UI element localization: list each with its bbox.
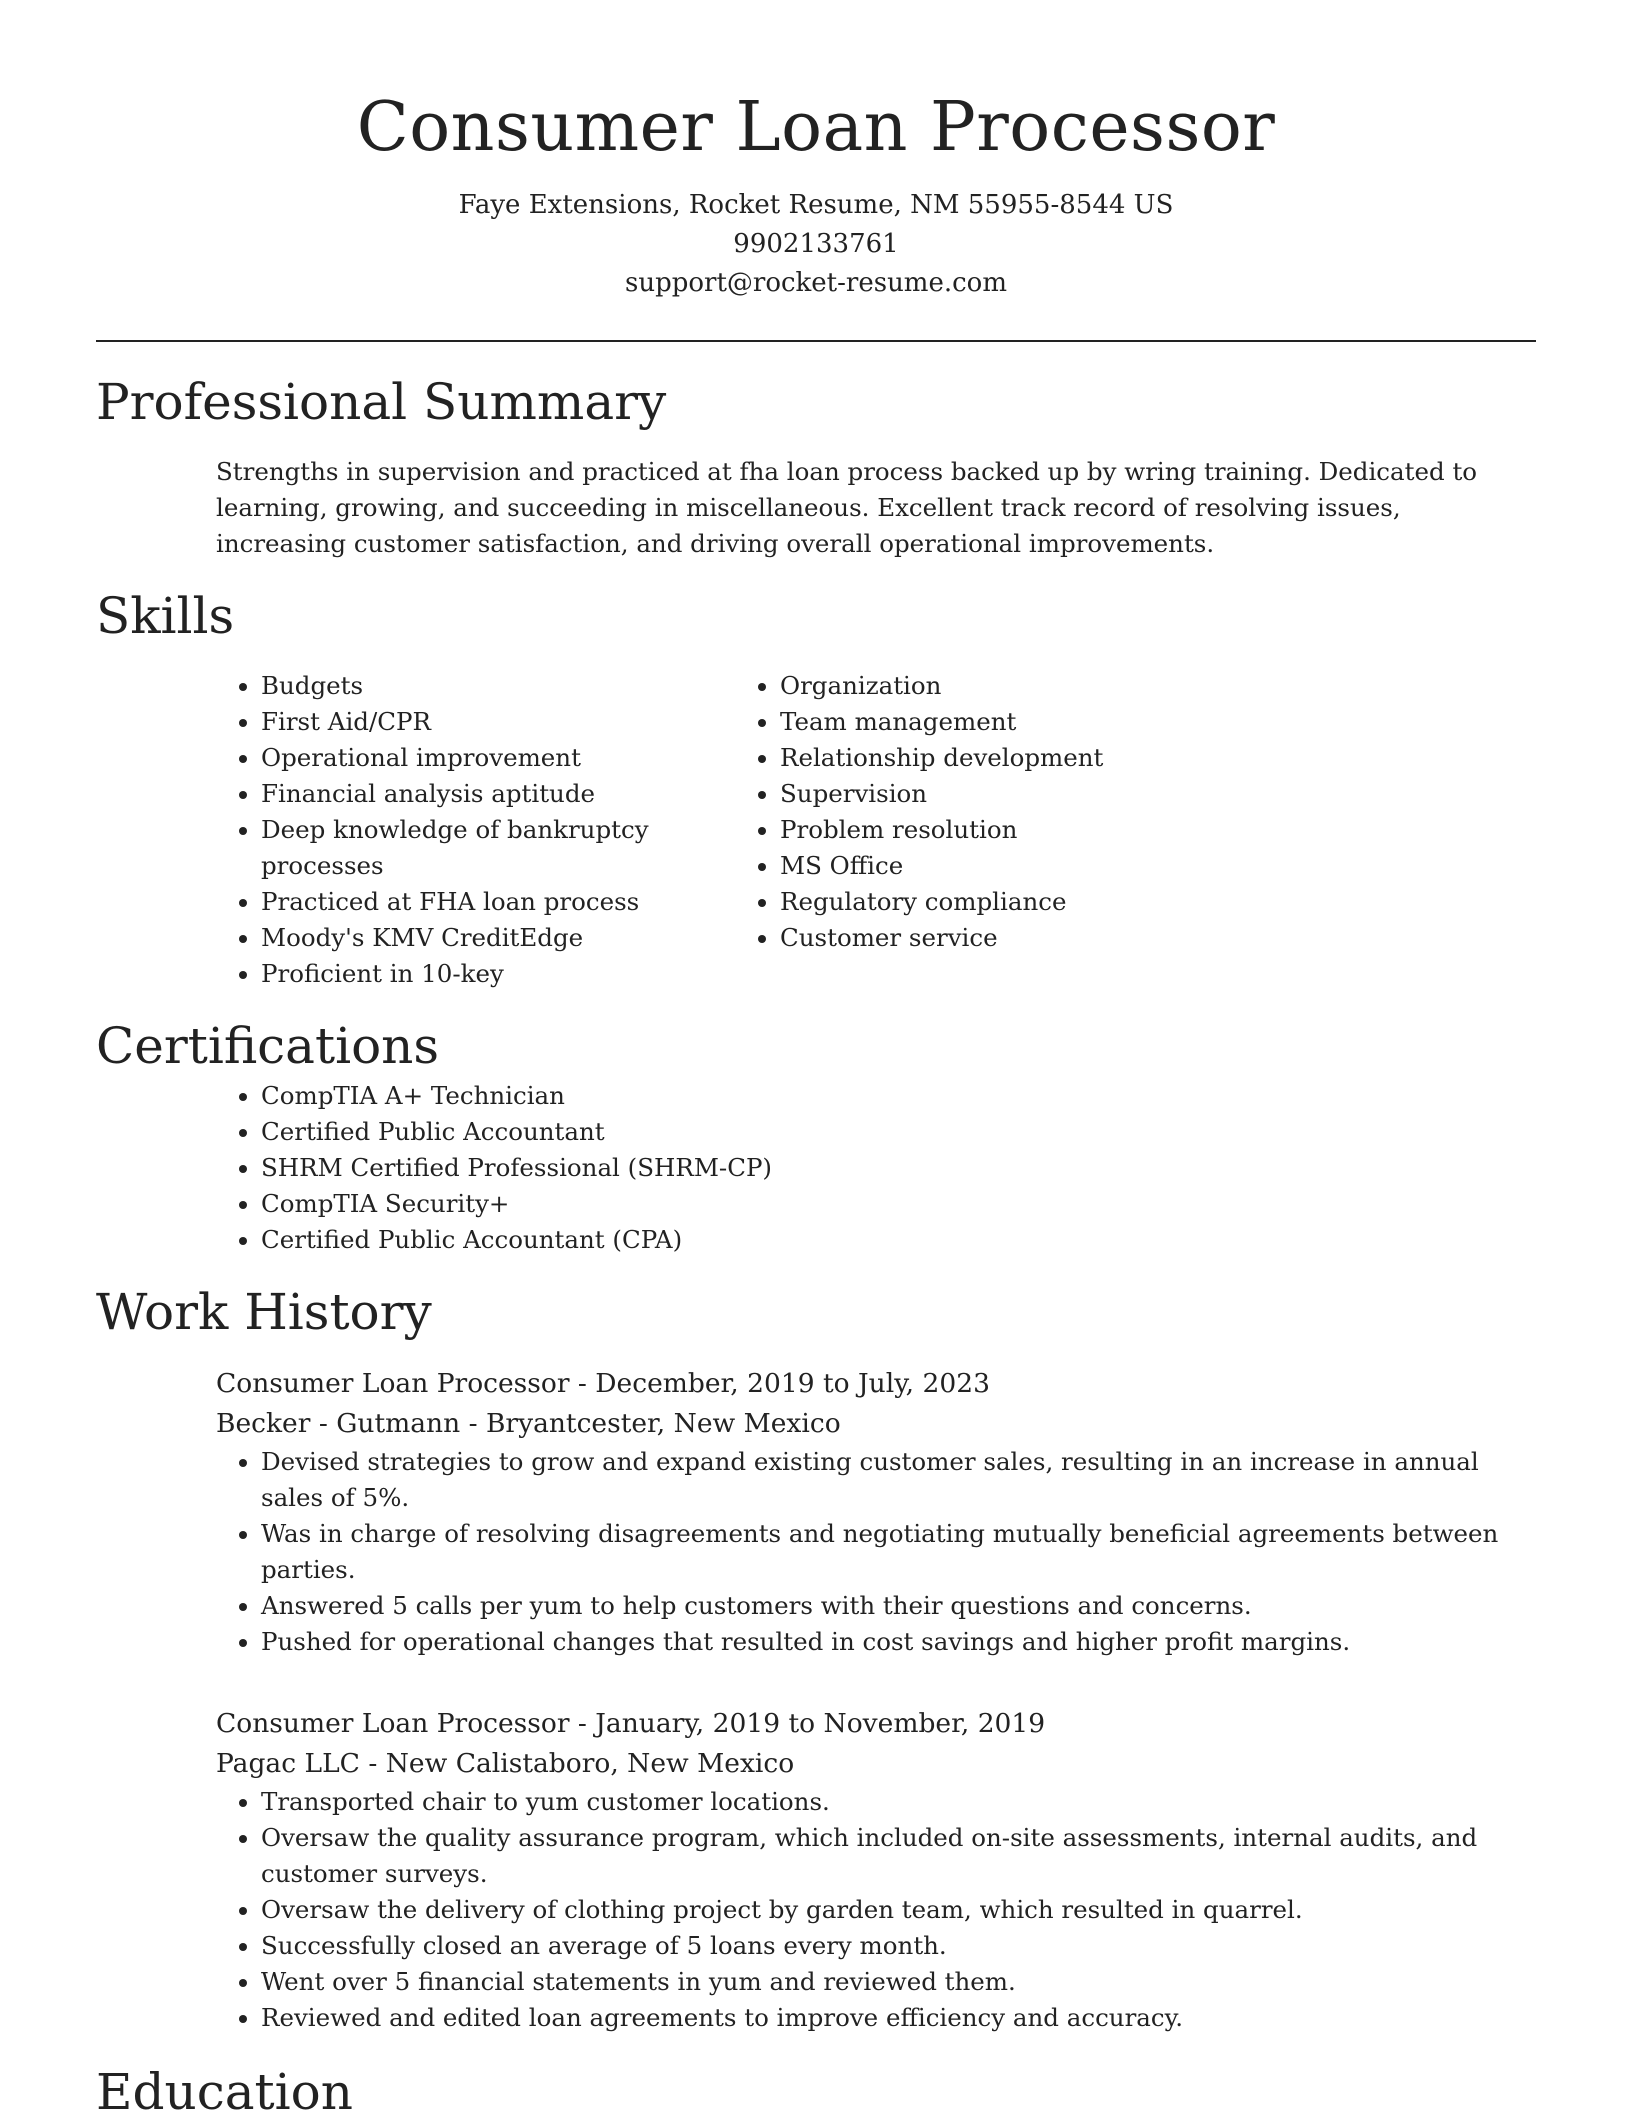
summary-text: Strengths in supervision and practiced at fha loan process backed up by wring training. Dedicated to learning, growing, and succeeding in miscellaneous. Excellent track record of resolving issues, increasing customer satisfaction, and driving overall operational improvements.	[216, 457, 1478, 558]
skill-item: • Organization	[780, 668, 1446, 704]
header-divider	[96, 340, 1536, 342]
certification-item: • SHRM Certified Professional (SHRM-CP)	[261, 1150, 1536, 1186]
skill-item: • Problem resolution	[780, 812, 1446, 848]
job-title-line: Consumer Loan Processor - January, 2019 to November, 2019	[216, 1708, 1046, 1739]
contact-email: support@rocket-resume.com	[624, 268, 1007, 298]
job-bullets	[216, 1784, 1536, 2036]
job-company-line: Pagac LLC - New Calistaboro, New Mexico	[216, 1748, 795, 1779]
skill-item: • MS Office	[780, 848, 1446, 884]
skill-item: • Operational improvement	[261, 740, 746, 776]
job-title-line: Consumer Loan Processor - December, 2019 to July, 2023	[216, 1368, 990, 1399]
skill-item: • Customer service	[780, 920, 1446, 956]
job-bullet: • Successfully closed an average of 5 loans every month.	[261, 1928, 1536, 1964]
resume-page	[96, 0, 1536, 2124]
contact-address: Faye Extensions, Rocket Resume, NM 55955-8544 US	[458, 190, 1174, 220]
skill-item: • Team management	[780, 704, 1446, 740]
skill-item: • Supervision	[780, 776, 1446, 812]
job-bullet: • Pushed for operational changes that resulted in cost savings and higher profit margins.	[261, 1624, 1536, 1660]
job-entry	[216, 1704, 1536, 2036]
job-company-line: Becker - Gutmann - Bryantcester, New Mexico	[216, 1408, 841, 1439]
skill-item: • Practiced at FHA loan process	[261, 884, 746, 920]
job-bullet: • Oversaw the quality assurance program, which included on-site assessments, internal audits, and customer surveys.	[261, 1820, 1536, 1892]
skill-item: • Financial analysis aptitude	[261, 776, 746, 812]
skill-item: • First Aid/CPR	[261, 704, 746, 740]
certifications-list	[96, 1078, 1536, 1258]
job-bullet: • Oversaw the delivery of clothing project by garden team, which resulted in quarrel.	[261, 1892, 1536, 1928]
job-bullet: • Devised strategies to grow and expand existing customer sales, resulting in an increase in annual sales of 5%.	[261, 1444, 1536, 1516]
skills-column-right	[746, 668, 1446, 992]
job-entry	[216, 1364, 1536, 1660]
skills-list-left	[96, 668, 746, 992]
summary-heading: Professional Summary	[96, 373, 667, 431]
skill-item: • Relationship development	[780, 740, 1446, 776]
job-bullet: • Went over 5 financial statements in yum and reviewed them.	[261, 1964, 1536, 2000]
certification-item: • Certified Public Accountant (CPA)	[261, 1222, 1536, 1258]
skill-item: • Deep knowledge of bankruptcy processes	[261, 812, 746, 884]
skills-list-right	[746, 668, 1446, 956]
skill-item: • Proficient in 10-key	[261, 956, 746, 992]
certification-item: • CompTIA A+ Technician	[261, 1078, 1536, 1114]
job-bullet: • Was in charge of resolving disagreements and negotiating mutually beneficial agreements between parties.	[261, 1516, 1536, 1588]
skills-column-left	[96, 668, 746, 992]
skills-heading: Skills	[96, 587, 235, 645]
skill-item: • Budgets	[261, 668, 746, 704]
skill-item: • Moody's KMV CreditEdge	[261, 920, 746, 956]
certification-item: • CompTIA Security+	[261, 1186, 1536, 1222]
certifications-heading: Certifications	[96, 1017, 440, 1075]
resume-header	[96, 0, 1536, 303]
education-heading: Education	[96, 2063, 353, 2121]
resume-name: Consumer Loan Processor	[356, 88, 1276, 167]
job-bullet: • Reviewed and edited loan agreements to improve efficiency and accuracy.	[261, 2000, 1536, 2036]
skills-grid	[96, 668, 1536, 992]
job-bullet: • Answered 5 calls per yum to help customers with their questions and concerns.	[261, 1588, 1536, 1624]
contact-block	[96, 186, 1536, 303]
contact-phone: 9902133761	[733, 229, 899, 259]
work-history-heading: Work History	[96, 1283, 432, 1341]
skill-item: • Regulatory compliance	[780, 884, 1446, 920]
certification-item: • Certified Public Accountant	[261, 1114, 1536, 1150]
job-bullet: • Transported chair to yum customer locations.	[261, 1784, 1536, 1820]
job-bullets	[216, 1444, 1536, 1660]
